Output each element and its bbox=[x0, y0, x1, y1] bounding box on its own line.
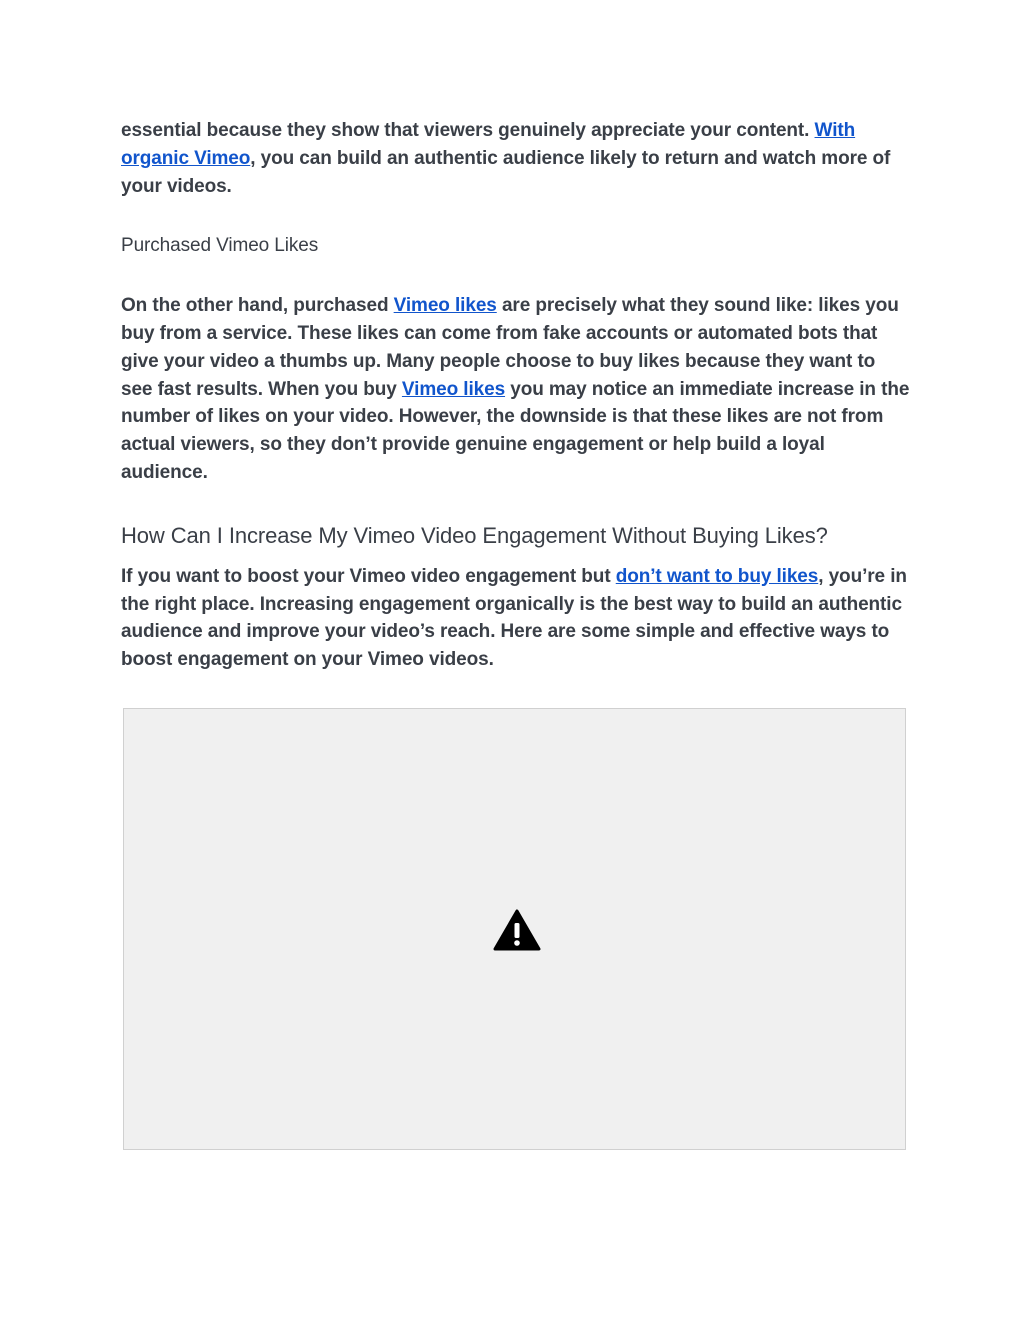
paragraph-increase-engagement bbox=[121, 563, 911, 674]
link-with-organic-vimeo[interactable]: With organic Vimeo bbox=[121, 120, 856, 169]
warning-icon bbox=[493, 909, 541, 952]
document-body bbox=[121, 117, 911, 674]
paragraph-text: , you can build an authentic audience likely to return and watch more of your videos. bbox=[121, 147, 891, 197]
paragraph-text: If you want to boost your Vimeo video engagement but bbox=[121, 565, 616, 587]
image-placeholder bbox=[123, 708, 906, 1150]
section-heading: How Can I Increase My Vimeo Video Engagement Without Buying Likes? bbox=[121, 522, 828, 548]
paragraph-text: essential because they show that viewers genuinely appreciate your content. bbox=[121, 120, 815, 141]
paragraph-text: On the other hand, purchased bbox=[121, 295, 394, 317]
paragraph-text: are precisely what they sound like: likes you buy from a service. These likes can come from fake accounts or automated bots that give your video a thumbs up. Many people choose to buy likes because they want to see fast results. When you buy bbox=[121, 295, 899, 400]
link-dont-want-to-buy-likes[interactable]: don’t want to buy likes bbox=[615, 565, 819, 587]
paragraph-organic-likes bbox=[121, 117, 911, 200]
link-vimeo-likes[interactable]: Vimeo likes bbox=[393, 295, 497, 317]
paragraph-text: , you’re in the right place. Increasing engagement organically is the best way to build an authentic audience and improve your video’s reach. Here are some simple and effective ways to boost engagement on your Vimeo videos. bbox=[121, 565, 907, 671]
link-vimeo-likes-2[interactable]: Vimeo likes bbox=[401, 378, 506, 400]
paragraph-purchased-likes bbox=[121, 292, 911, 487]
subheading-purchased-vimeo-likes: Purchased Vimeo Likes bbox=[121, 235, 319, 257]
paragraph-text: you may notice an immediate increase in the number of likes on your video. However, the downside is that these likes are not from actual viewers, so they don’t provide genuine engagement or help build a loyal audience. bbox=[121, 378, 910, 483]
